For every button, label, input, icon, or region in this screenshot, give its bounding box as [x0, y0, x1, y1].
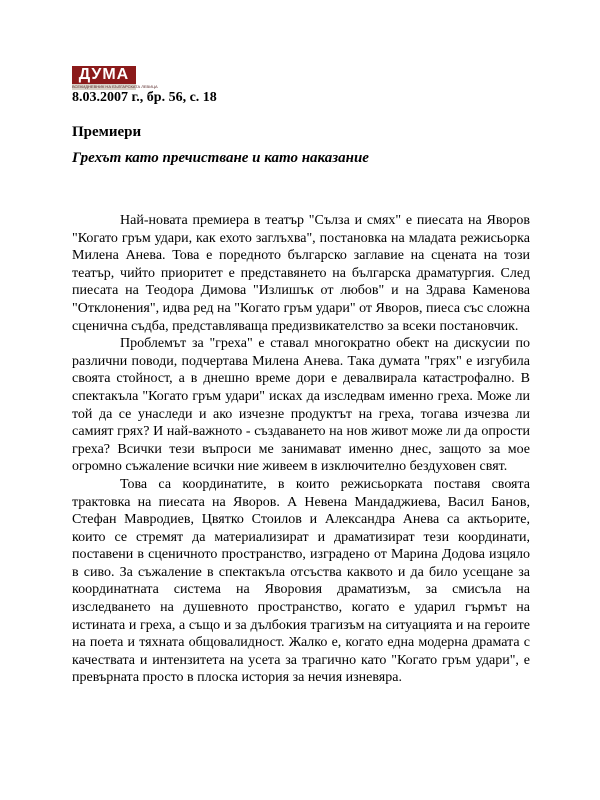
newspaper-logo	[72, 66, 158, 90]
logo-wordmark: ДУМА	[72, 66, 136, 84]
section-title: Премиери	[72, 124, 142, 140]
source-line: 8.03.2007 г., бр. 56, с. 18	[72, 90, 217, 105]
article-paragraph-1: Най-новата премиера в театър "Сълза и смях" е пиесата на Яворов "Когато гръм удари, как ехото заглъхва", постановка на младата режисьорка Милена Анева. Това е поредното българско заглавие на сцената на този театър, чийто приоритет е представянето на българска драматургия. След пиесата на Теодора Димова "Излишък от любов" и на Здрава Каменова "Отклонения", идва ред на "Когато гръм удари" от Яворов, пиеса със сложна сценична съдба, представляваща предизвикателство за всеки постановчик.	[72, 213, 531, 334]
logo-tagline: ВСЕКИДНЕВНИК НА БЪЛГАРСКАТА ЛЕВИЦА	[72, 84, 158, 89]
article-paragraph-3: Това са координатите, в които режисьорката поставя своята трактовка на пиесата на Яворов. А Невена Мандаджиева, Васил Банов, Стефан Мавродиев, Цвятко Стоилов и Александра Анева са актьорите, които се стремят да материализират и драматизират тези координати, поставени в сценичното пространство, изградено от Марина Додова изцяло в сиво. За съжаление в спектакъла отсъства каквото и да било усещане за координатната система на Яворовия драматизъм, за смисъла на изследването на душевното пространство, когато е ударил гърмът на истината и греха, а също и за дълбокия трагизъм на ситуацията и на героите на поета и тяхната общовалидност. Жалко е, когато една модерна драмата с качествата и интензитета на усета за трагично като "Когато гръм удари", е превърната просто в плоска история за нечия изневяра.	[72, 476, 530, 686]
article-paragraph-2: Проблемът за "греха" е ставал многократно обект на дискусии по различни поводи, подчертава Милена Анева. Така думата "грях" е изгубила своята стойност, а в днешно време дори е девалвирала катастрофално. В спектакъла "Когато гръм удари" исках да изследвам именно греха. Може ли той да се унаследи и ако изчезне продуктът на греха, тогава изчезва ли самият грях? И най-важното - създаването на нов живот може ли да опрости греха? Всички тези въпроси ме занимават именно днес, защото за мое огромно съжаление всички ние живеем в изключително бездуховен свят.	[72, 336, 530, 475]
article-headline: Грехът като пречистване и като наказание	[72, 150, 369, 166]
article-body	[72, 212, 530, 687]
